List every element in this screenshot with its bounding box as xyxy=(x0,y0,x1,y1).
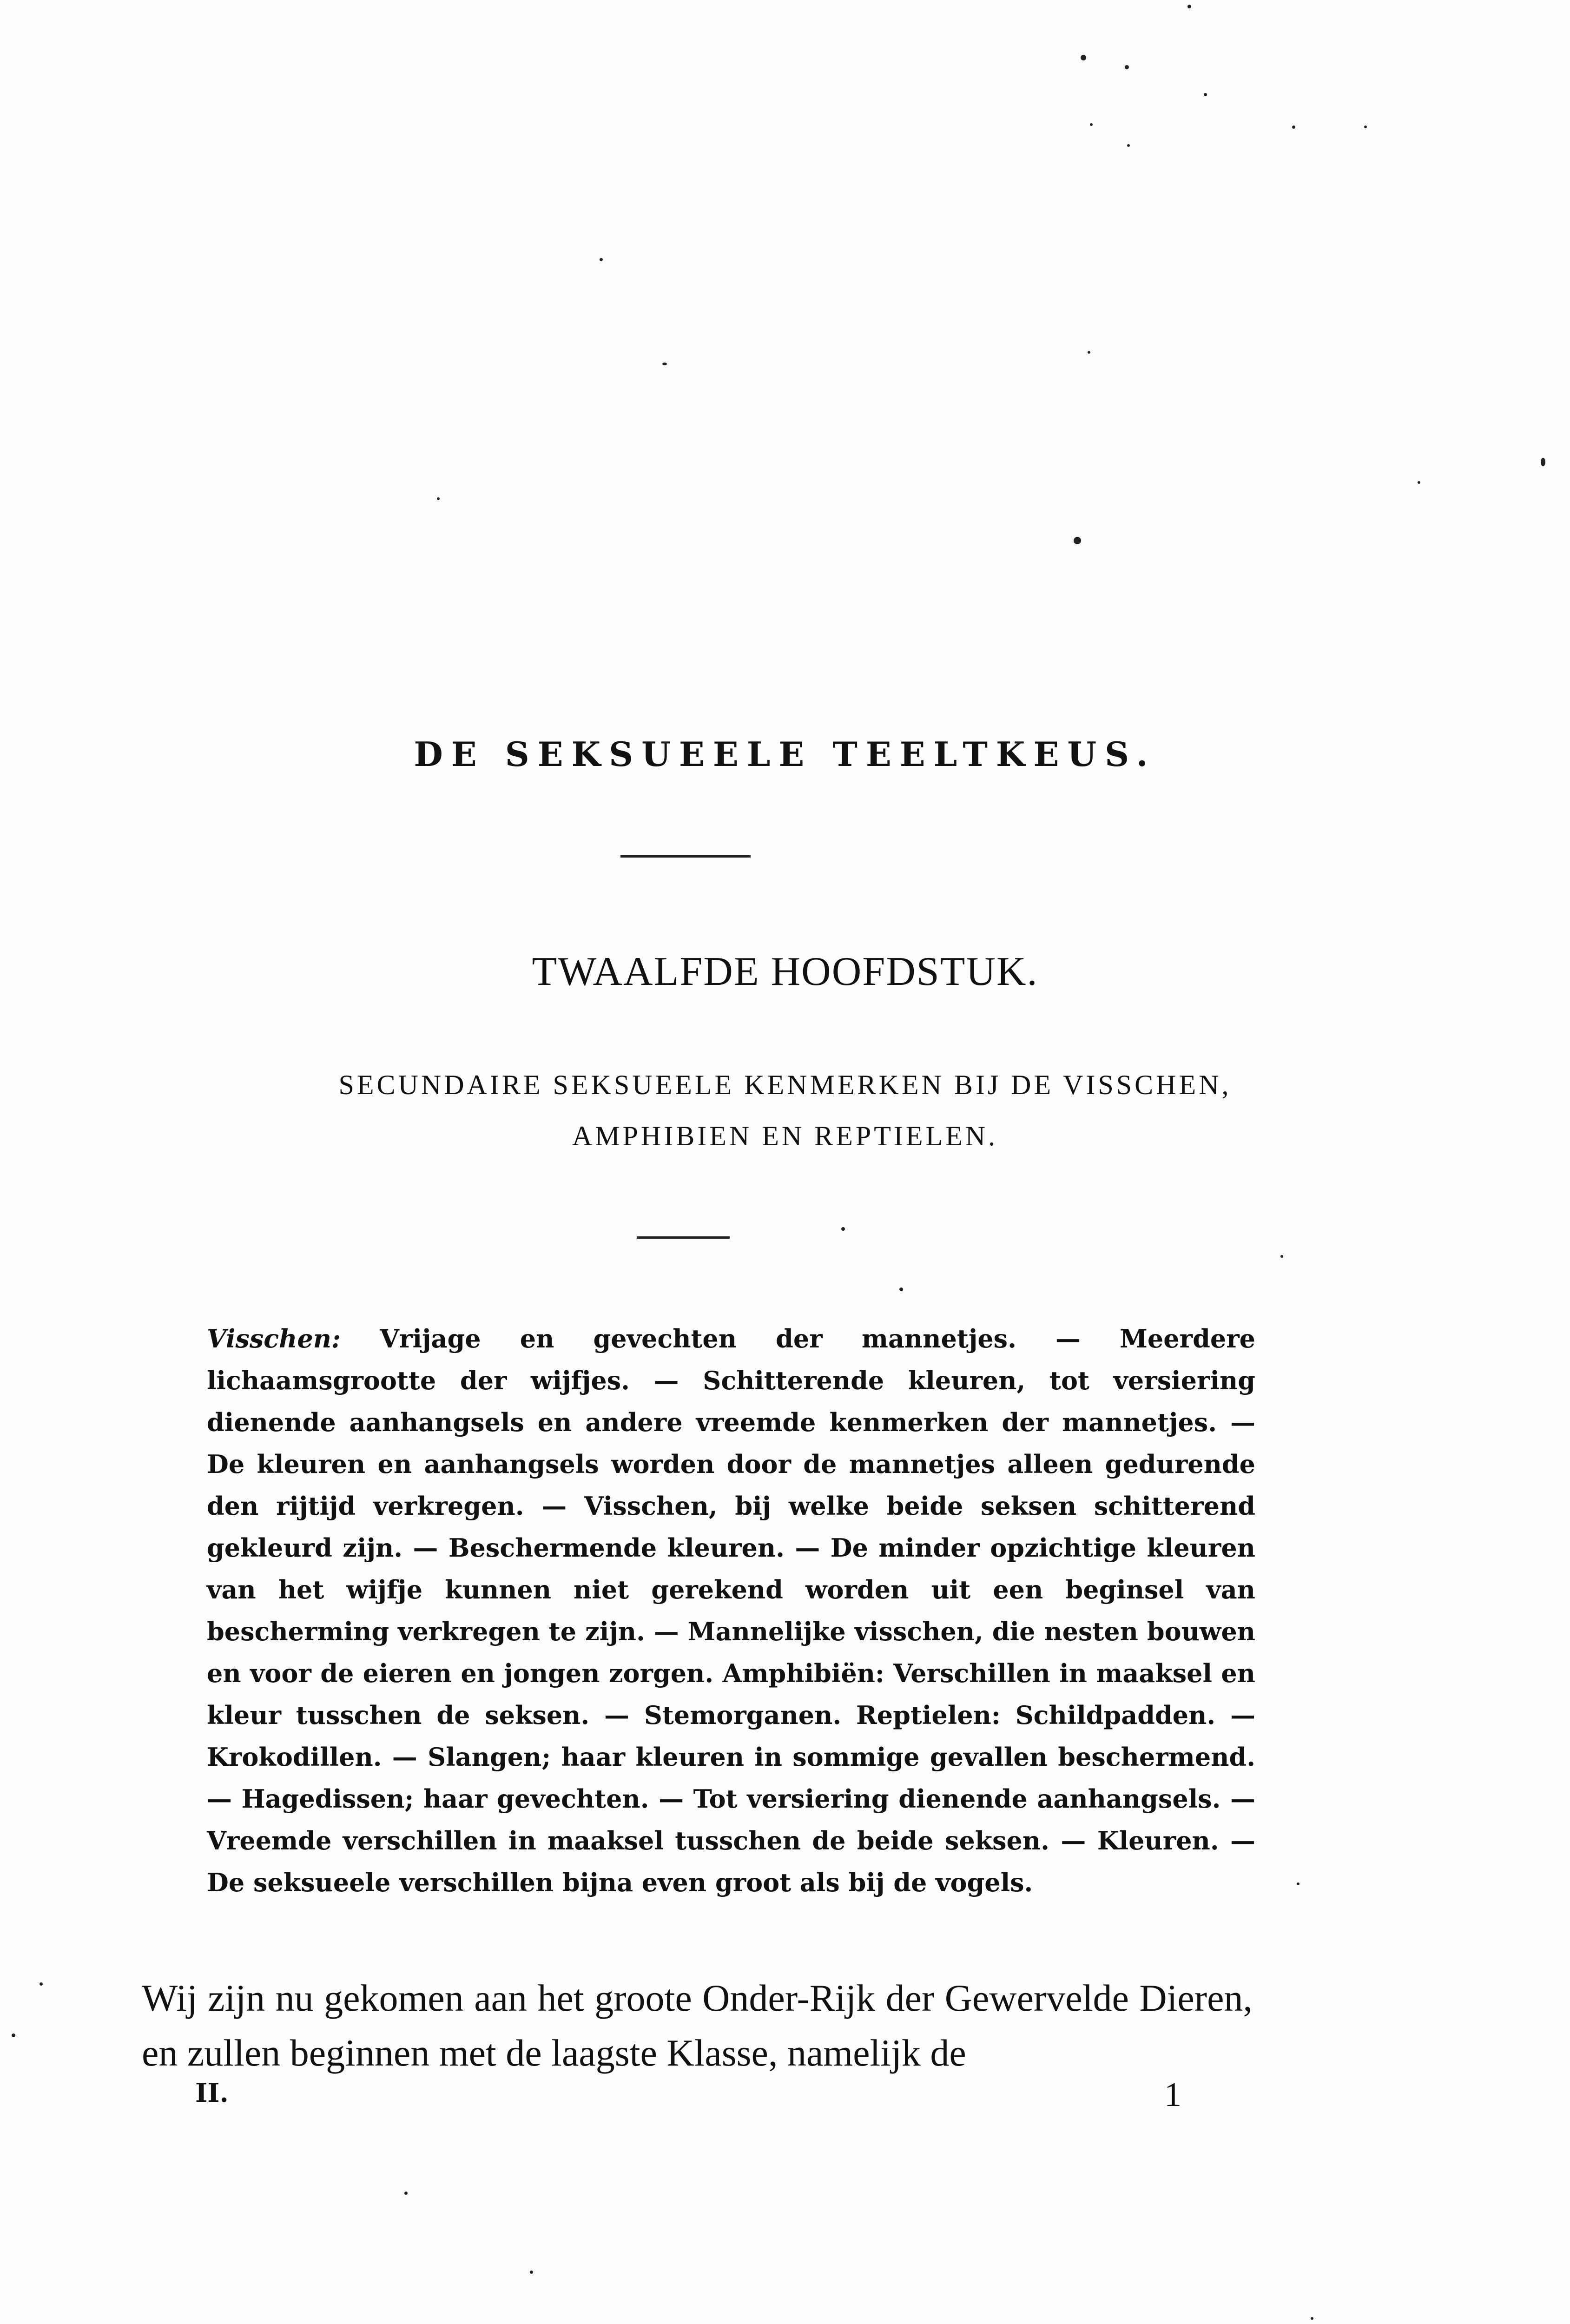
chapter-title: TWAALFDE HOOFDSTUK. xyxy=(532,949,1038,994)
scan-speck xyxy=(1297,1882,1300,1885)
scan-speck xyxy=(1292,125,1295,129)
scan-speck xyxy=(404,2192,408,2195)
scan-speck xyxy=(1074,537,1081,544)
scan-speck xyxy=(899,1287,903,1291)
scan-speck xyxy=(662,363,667,365)
chapter-subtitle-line-1: SECUNDAIRE SEKSUEELE KENMERKEN BIJ DE VISSCHEN, xyxy=(338,1070,1232,1100)
scan-speck xyxy=(1081,55,1086,60)
scan-speck xyxy=(1125,65,1129,69)
scan-speck xyxy=(1090,123,1093,126)
summary-text: Vrijage en gevechten der mannetjes. — Meerdere lichaamsgrootte der wijfjes. — Schitterende kleuren, tot versiering dienende aanhangsels en andere vreemde kenmerken der mannetjes. — De kleuren en aanhangsels worden door de mannetjes alleen gedurende den rijtijd verkregen. — Visschen, bij welke beide seksen schitterend gekleurd zijn. — Beschermende kleuren. — De minder opzichtige kleuren van het wijfje kunnen niet gerekend worden uit een beginsel van bescherming verkregen te zijn. — Mannelijke visschen, die nesten bouwen en voor de eieren en jongen zorgen. Amphibiën: Verschillen in maaksel en kleur tusschen de seksen. — Stemorganen. Reptielen: Schildpadden. — Krokodillen. — Slangen; haar kleuren in sommige gevallen beschermend. — Hagedissen; haar gevechten. — Tot versiering dienende aanhangsels. — Vreemde verschillen in maaksel tusschen de beide seksen. — Kleuren. — De seksueele verschillen bijna even groot als bij de vogels. xyxy=(207,1324,1255,1897)
body-paragraph: Wij zijn nu gekomen aan het groote Onder-Rijk der Gewervelde Dieren, en zullen beginnen met de laagste Klasse, namelijk de xyxy=(142,1977,1253,2074)
scan-speck xyxy=(530,2271,533,2274)
scan-speck xyxy=(40,1982,43,1986)
page-number: 1 xyxy=(1164,2076,1181,2114)
scan-speck xyxy=(1280,1255,1283,1258)
subtitle-divider xyxy=(637,1236,730,1239)
section-title: DE SEKSUEELE TEELTKEUS. xyxy=(414,734,1156,774)
scan-speck xyxy=(841,1227,845,1231)
scan-speck xyxy=(1127,144,1130,147)
scan-speck xyxy=(1204,93,1207,96)
scan-speck xyxy=(12,2034,15,2037)
chapter-subtitle-line-2: AMPHIBIEN EN REPTIELEN. xyxy=(572,1121,998,1151)
chapter-summary xyxy=(207,1318,1255,1903)
scan-speck xyxy=(1088,351,1090,354)
title-divider xyxy=(620,855,751,858)
scan-speck xyxy=(1541,458,1545,466)
footer-signature: II. xyxy=(195,2078,229,2108)
scan-speck xyxy=(600,258,603,261)
scan-speck xyxy=(437,497,440,500)
summary-lead: Visschen: xyxy=(207,1324,341,1353)
scan-speck xyxy=(1418,481,1420,484)
scan-speck xyxy=(1187,5,1191,8)
scan-speck xyxy=(1311,2317,1313,2320)
scan-speck xyxy=(1364,125,1367,128)
